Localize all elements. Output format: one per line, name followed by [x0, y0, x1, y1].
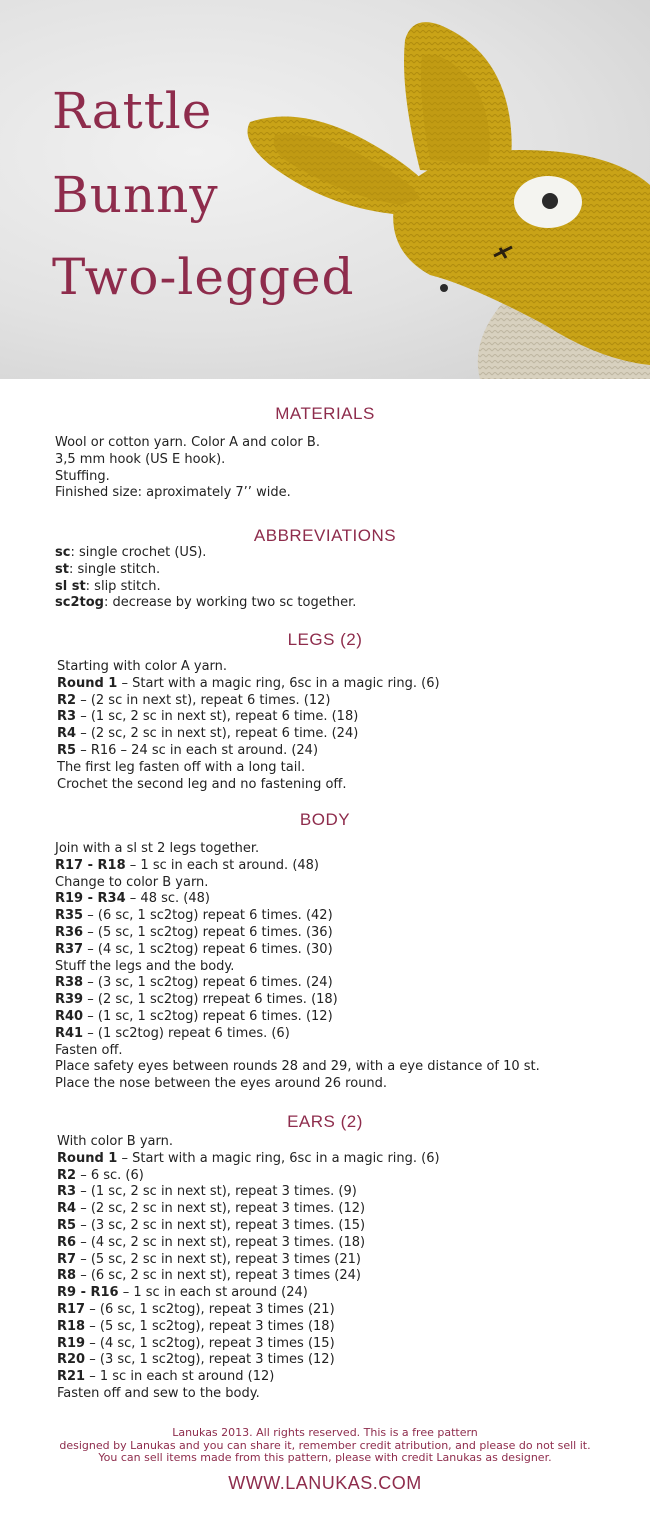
list-item: R20 – (3 sc, 1 sc2tog), repeat 3 times (12) [57, 1352, 335, 1368]
title-line-2: Bunny [52, 166, 219, 224]
definition: : single crochet (US). [70, 545, 207, 560]
list-item: R40 – (1 sc, 1 sc2tog) repeat 6 times. (12) [55, 1008, 333, 1024]
list-item: Fasten off. [55, 1042, 123, 1058]
ears-heading: EARS (2) [287, 1112, 363, 1131]
definition: : decrease by working two sc together. [103, 595, 357, 611]
footer-line: You can sell items made from this pattern, please with credit Lanukas as designer. [98, 1451, 552, 1464]
list-item: Round 1 – Start with a magic ring, 6sc in a magic ring. (6) [57, 675, 440, 691]
list-item: R18 – (5 sc, 1 sc2tog), repeat 3 times (18) [57, 1318, 335, 1334]
list-item: R9 - R16 – 1 sc in each st around (24) [57, 1285, 308, 1301]
list-item: Crochet the second leg and no fastening off. [57, 776, 347, 792]
title-line-1: Rattle [52, 82, 213, 140]
list-item: R8 – (6 sc, 2 sc in next st), repeat 3 times (24) [57, 1268, 361, 1284]
body-heading: BODY [299, 810, 351, 829]
term: sc [55, 545, 71, 560]
list-item: The first leg fasten off with a long tail. [57, 759, 306, 775]
definition: : slip stitch. [85, 578, 161, 594]
list-item: Starting with color A yarn. [57, 659, 228, 674]
list-item: 3,5 mm hook (US E hook). [55, 451, 226, 467]
list-item: R3 – (1 sc, 2 sc in next st), repeat 6 time. (18) [57, 709, 359, 725]
list-item: R6 – (4 sc, 2 sc in next st), repeat 3 times. (18) [57, 1234, 366, 1250]
list-item: Stuffing. [55, 468, 110, 484]
list-item: R2 – 6 sc. (6) [57, 1167, 144, 1183]
term: sc2tog [55, 595, 104, 611]
list-item [55, 595, 356, 612]
list-item: Wool or cotton yarn. Color A and color B. [55, 435, 320, 450]
list-item: R2 – (2 sc in next st), repeat 6 times. (12) [57, 692, 331, 708]
list-item: With color B yarn. [57, 1134, 173, 1149]
legs-list [57, 659, 440, 793]
list-item: Change to color B yarn. [55, 874, 209, 890]
list-item: Round 1 – Start with a magic ring, 6sc in a magic ring. (6) [57, 1150, 440, 1166]
list-item: R21 – 1 sc in each st around (12) [57, 1369, 275, 1385]
list-item [55, 579, 356, 596]
list-item: R5 – (3 sc, 2 sc in next st), repeat 3 times. (15) [57, 1217, 366, 1233]
list-item: Finished size: aproximately 7’’ wide. [55, 485, 291, 501]
list-item: R4 – (2 sc, 2 sc in next st), repeat 6 time. (24) [57, 726, 359, 742]
list-item: R7 – (5 sc, 2 sc in next st), repeat 3 times (21) [57, 1251, 361, 1267]
list-item: Place safety eyes between rounds 28 and 29, with a eye distance of 10 st. [55, 1059, 540, 1075]
list-item: R37 – (4 sc, 1 sc2tog) repeat 6 times. (30) [55, 941, 333, 957]
hero-photo [0, 0, 650, 379]
abbreviations-list [55, 545, 356, 612]
list-item: Fasten off and sew to the body. [57, 1385, 260, 1401]
list-item: R39 – (2 sc, 1 sc2tog) rrepeat 6 times. (18) [55, 992, 338, 1008]
legs-heading: LEGS (2) [287, 630, 363, 649]
list-item: R17 – (6 sc, 1 sc2tog), repeat 3 times (21) [57, 1301, 335, 1317]
list-item: R38 – (3 sc, 1 sc2tog) repeat 6 times. (24) [55, 975, 333, 991]
materials-list [55, 435, 320, 502]
body-list [55, 841, 540, 1093]
list-item: R5 – R16 – 24 sc in each st around. (24) [57, 742, 319, 758]
website-link[interactable]: WWW.LANUKAS.COM [228, 1473, 422, 1493]
term: sl st [55, 578, 86, 594]
list-item: R36 – (5 sc, 1 sc2tog) repeat 6 times. (36) [55, 924, 333, 940]
list-item: R19 – (4 sc, 1 sc2tog), repeat 3 times (15) [57, 1335, 335, 1351]
copyright-footer [0, 1427, 650, 1465]
list-item: R4 – (2 sc, 2 sc in next st), repeat 3 times. (12) [57, 1201, 366, 1217]
footer-line: Lanukas 2013. All rights reserved. This is a free pattern [172, 1426, 478, 1439]
list-item: Join with a sl st 2 legs together. [55, 841, 260, 856]
list-item: R35 – (6 sc, 1 sc2tog) repeat 6 times. (42) [55, 908, 333, 924]
footer-line: designed by Lanukas and you can share it, remember credit atribution, and please do not sell it. [59, 1438, 591, 1452]
term: st [55, 561, 69, 577]
list-item: Place the nose between the eyes around 26 round. [55, 1076, 388, 1092]
list-item: R17 - R18 – 1 sc in each st around. (48) [55, 857, 320, 873]
definition: : single stitch. [68, 561, 161, 577]
list-item: R3 – (1 sc, 2 sc in next st), repeat 3 times. (9) [57, 1184, 357, 1200]
list-item [55, 562, 356, 579]
abbreviations-heading: ABBREVIATIONS [253, 526, 397, 545]
list-item: R19 - R34 – 48 sc. (48) [55, 891, 210, 907]
ears-list [57, 1134, 440, 1403]
materials-heading: MATERIALS [275, 404, 375, 423]
list-item [55, 545, 356, 562]
title-line-3: Two-legged [52, 248, 355, 306]
list-item: Stuff the legs and the body. [55, 958, 235, 974]
list-item: R41 – (1 sc2tog) repeat 6 times. (6) [55, 1025, 290, 1041]
